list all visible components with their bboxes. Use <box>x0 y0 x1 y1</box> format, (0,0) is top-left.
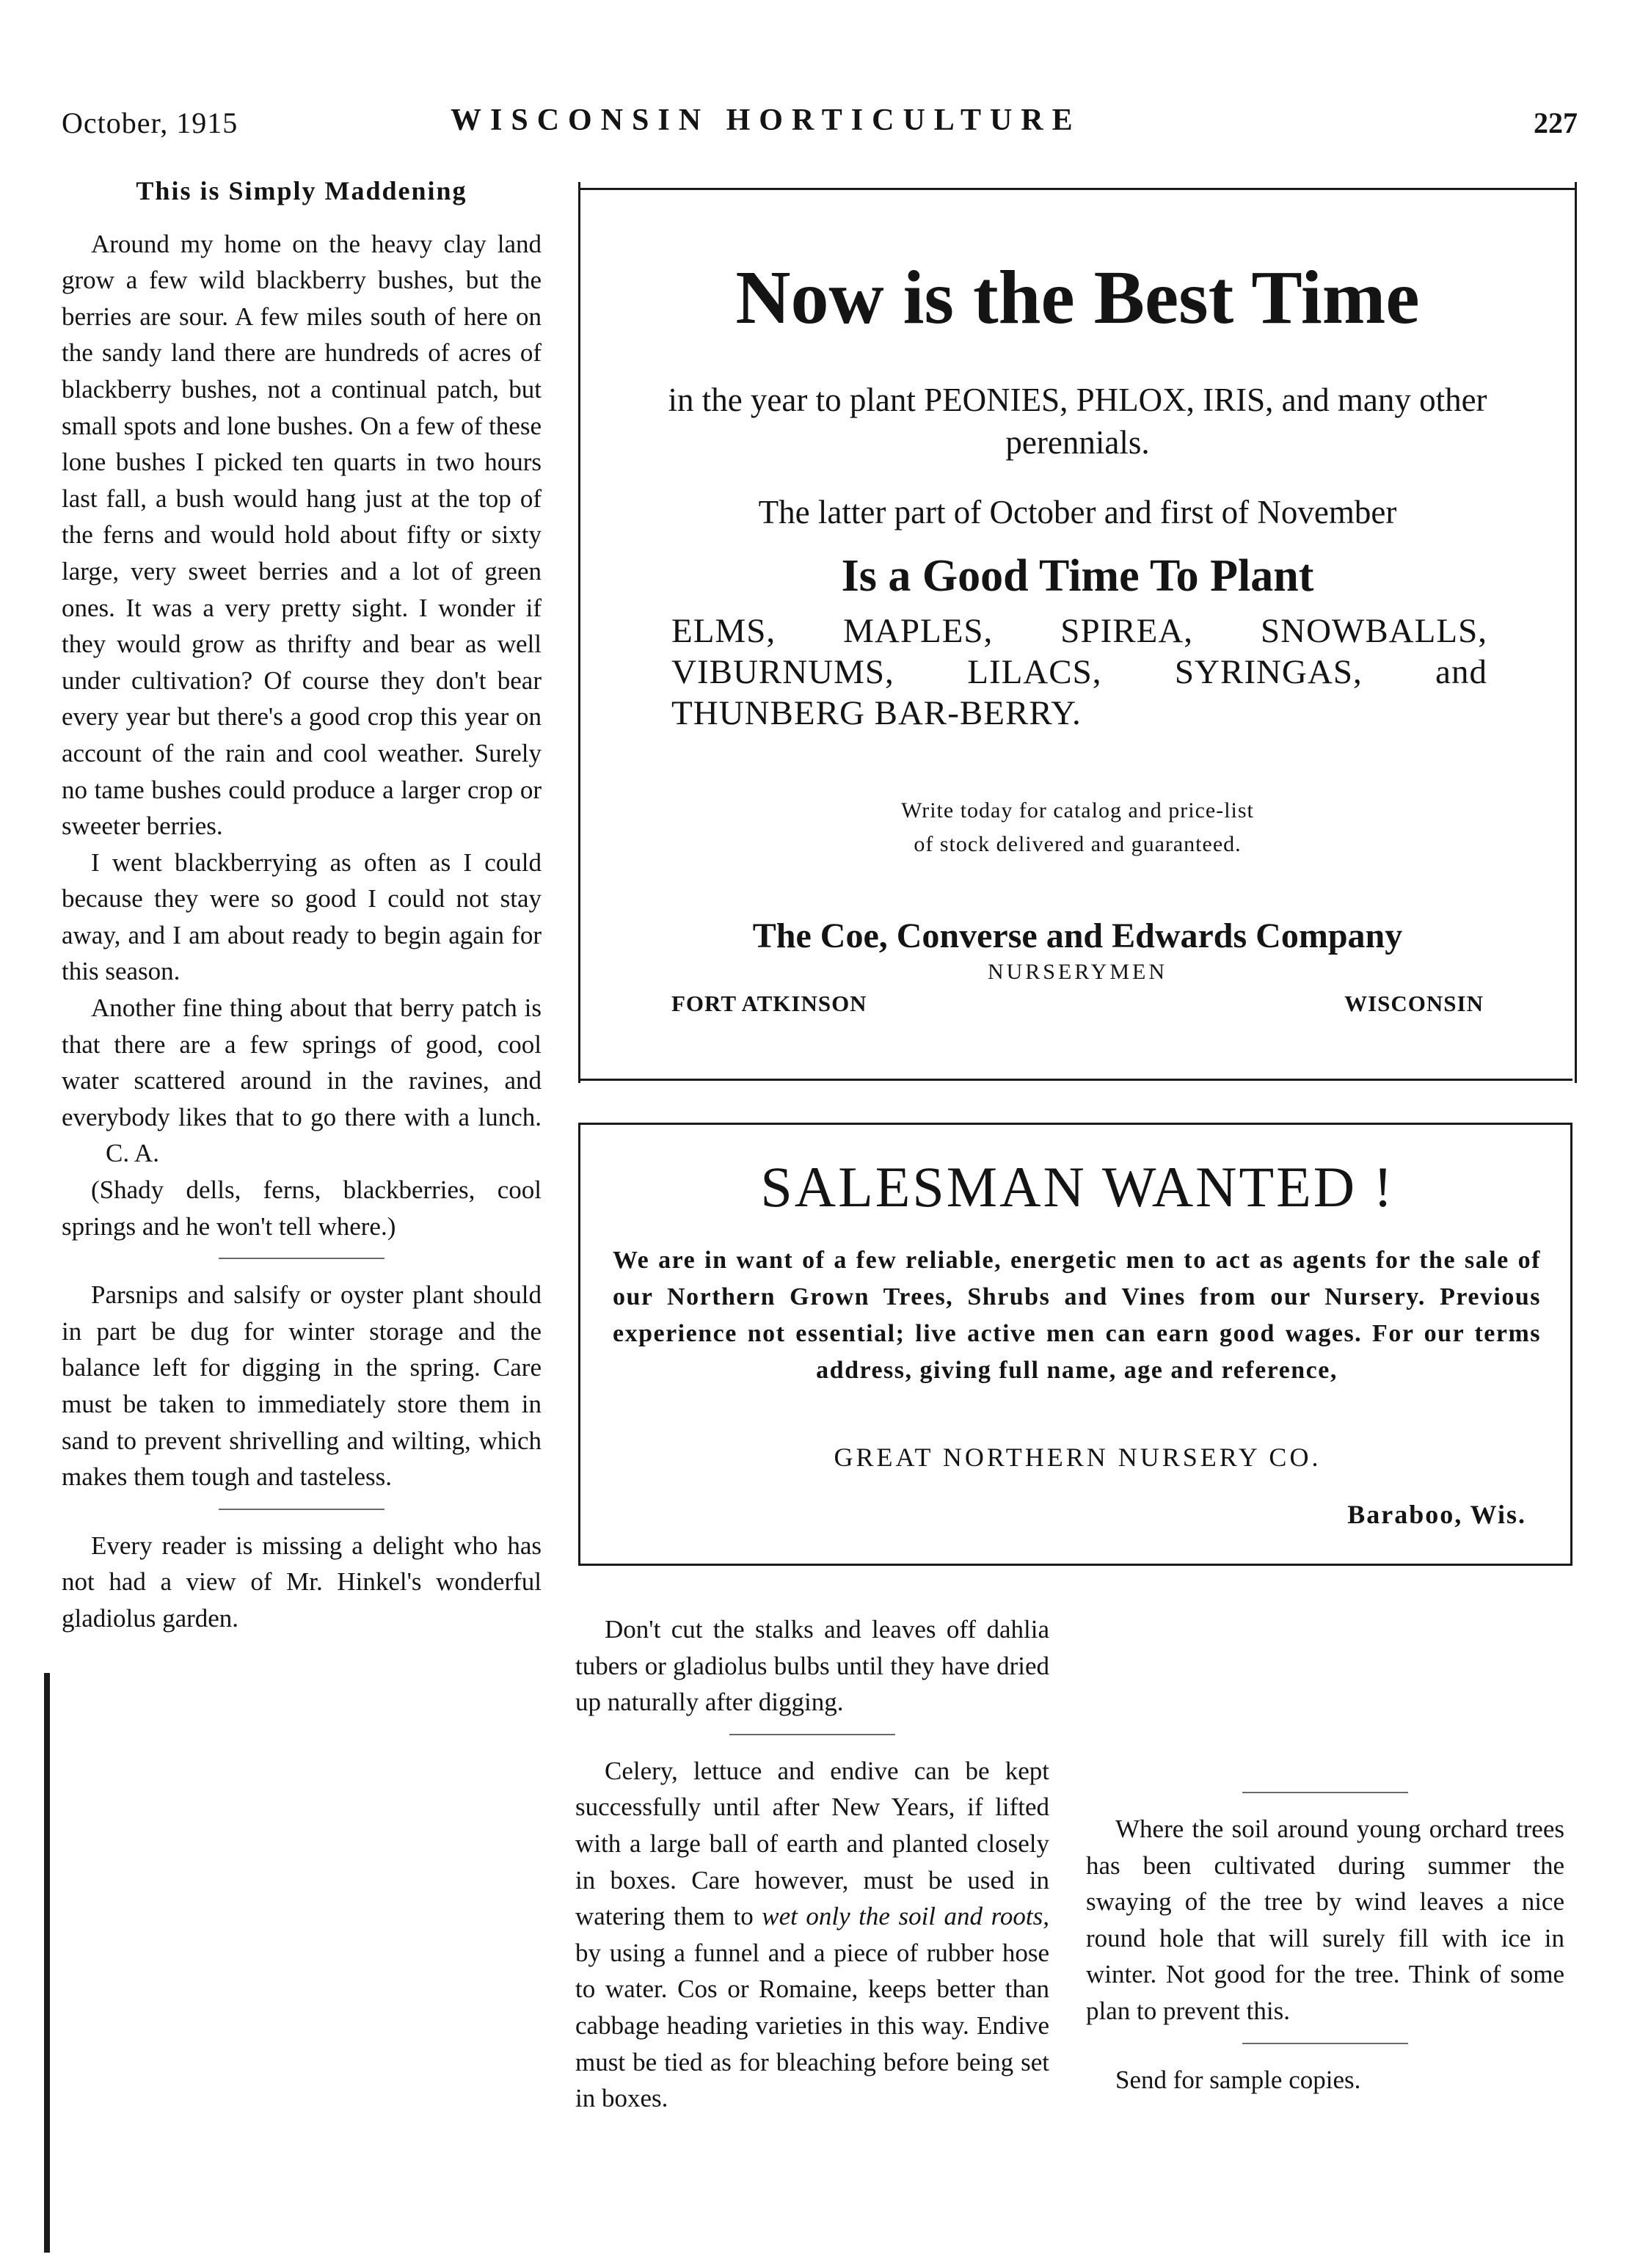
dahlia-paragraph: Don't cut the stalks and leaves off dahlia tubers or gladiolus bulbs until they have dried up naturally after digging. <box>575 1615 1049 1717</box>
journal-title: WISCONSIN HORTICULTURE <box>451 103 1082 137</box>
article-paragraph <box>62 990 542 1172</box>
ad-top-rule <box>580 188 1575 190</box>
divider <box>219 1509 384 1510</box>
left-column <box>62 173 542 1637</box>
salesman-headline: SALESMAN WANTED ! <box>760 1155 1395 1219</box>
hinkel-paragraph: Every reader is missing a delight who has not had a view of Mr. Hinkel's wonderful gladiolus garden. <box>62 1531 542 1633</box>
paragraph-text: Another fine thing about that berry patch is that there are a few springs of good, cool water scattered around in the ravines, and everybody likes that to go there with a lunch. <box>62 993 542 1131</box>
ad-season: The latter part of October and first of November <box>758 494 1397 530</box>
salesman-location: Baraboo, Wis. <box>1347 1500 1526 1529</box>
salesman-company: GREAT NORTHERN NURSERY CO. <box>834 1443 1322 1472</box>
parsnips-paragraph: Parsnips and salsify or oyster plant should in part be dug for winter storage and the balance left for digging in the spring. Care must be taken to immediately store them in sand to prevent shrivelling and wilting, which makes them tough and tasteless. <box>62 1280 542 1492</box>
ad-intro: in the year to plant PEONIES, PHLOX, IRIS, and many other perennials. <box>668 382 1487 461</box>
article-paragraph: Around my home on the heavy clay land grow a few wild blackberry bushes, but the berries are sour. A few miles south of here on the sandy land there are hundreds of acres of blackberry bushes, not a continual patch, but small spots and lone bushes. On a few of these lone bushes I picked ten quarts in two hours last fall, a bush would hang just at the top of the ferns and would hold about fifty or sixty large, very sweet berries and a lot of green ones. It was a very pretty sight. I wonder if they would grow as thrifty and bear as well under cultivation? Of course they don't bear every year but there's a good crop this year on account of the rain and cool weather. Surely no tame bushes could produce a larger crop or sweeter berries. <box>62 229 542 841</box>
page-edge-line <box>44 1673 50 2253</box>
salesman-body: We are in want of a few reliable, energetic men to act as agents for the sale of our Northern Grown Trees, Shrubs and Vines from our Nursery. Previous experience not essential; live active men can earn good wages. For our terms address, giving full name, age and reference, <box>613 1247 1541 1384</box>
nursery-ad <box>578 182 1577 1083</box>
issue-date: October, 1915 <box>62 106 238 139</box>
page-number: 227 <box>1534 106 1578 139</box>
celery-italic: wet only the soil and roots, <box>762 1902 1050 1931</box>
ad-catalog-line: of stock delivered and guaranteed. <box>914 832 1242 856</box>
divider <box>219 1258 384 1259</box>
middle-column <box>575 1611 1049 2117</box>
article-paragraph: I went blackberrying as often as I could because they were so good I could not stay away, and I am about ready to begin again for this season. <box>62 847 542 986</box>
ad-city: FORT ATKINSON <box>671 991 867 1016</box>
orchard-paragraph: Where the soil around young orchard trees has been cultivated during summer the swaying of the tree by wind leaves a nice round hole that will surely fill with ice in winter. Not good for the tree. Think of some plan to prevent this. <box>1086 1815 1564 2025</box>
right-column <box>1086 1792 1564 2098</box>
ad-company-sub: NURSERYMEN <box>987 960 1168 984</box>
celery-text: by using a funnel and a piece of rubber hose to water. Cos or Romaine, keeps better than cabbage heading varieties in this way. Endive must be tied as for bleaching before being set in boxes. <box>575 1938 1049 2113</box>
celery-paragraph <box>575 1753 1049 2117</box>
ad-plant-list: ELMS, MAPLES, SPIREA, SNOWBALLS, VIBURNUMS, LILACS, SYRINGAS, and THUNBERG BAR-BERRY. <box>671 612 1487 732</box>
ad-state: WISCONSIN <box>1344 991 1484 1016</box>
divider <box>1242 2043 1408 2044</box>
article-paragraph: (Shady dells, ferns, blackberries, cool springs and he won't tell where.) <box>62 1175 542 1241</box>
sample-copies: Send for sample copies. <box>1115 2065 1361 2094</box>
running-header <box>62 103 1578 147</box>
celery-text: Celery, lettuce and endive can be kept successfully until after New Years, if lifted with a large ball of earth and planted closely in boxes. Care however, must be used in watering them to <box>575 1756 1049 1931</box>
ad-catalog-line: Write today for catalog and price-list <box>901 798 1254 823</box>
article-title: This is Simply Maddening <box>136 176 467 205</box>
ad-company: The Coe, Converse and Edwards Company <box>752 916 1403 955</box>
ad-separator-rule <box>578 1079 1572 1081</box>
ad-headline: Now is the Best Time <box>735 255 1420 340</box>
ad-subhead: Is a Good Time To Plant <box>841 551 1314 601</box>
divider <box>1242 1792 1408 1793</box>
salesman-ad <box>578 1123 1572 1566</box>
author-signature: C. A. <box>106 1139 159 1168</box>
divider <box>729 1734 895 1735</box>
